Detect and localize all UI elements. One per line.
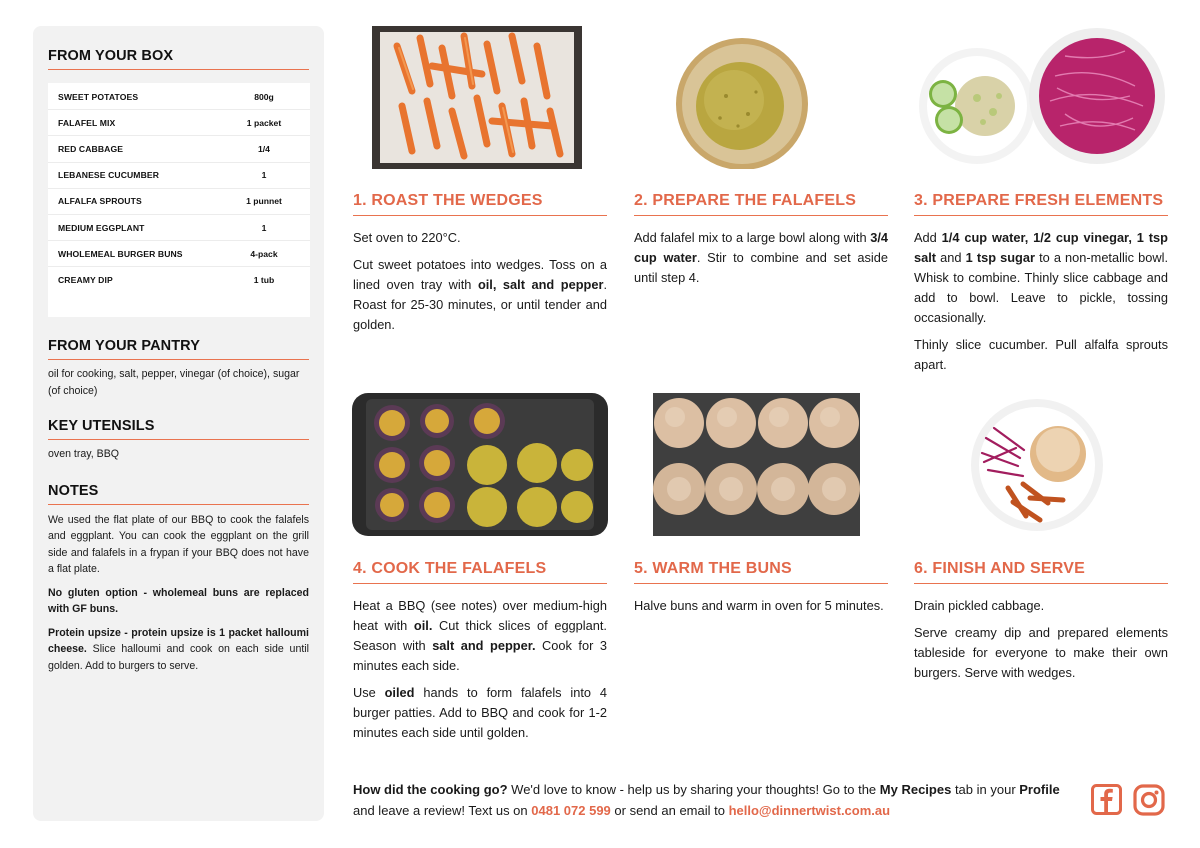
footer-text: and leave a review! Text us on <box>353 803 532 818</box>
review-footer <box>353 779 1073 821</box>
footer-text: or send an email to <box>610 803 729 818</box>
step-bold: oil, salt and pepper <box>477 277 604 292</box>
email-link[interactable]: hello@dinnertwist.com.au <box>728 803 891 818</box>
ingredient-qty: 1 tub <box>253 275 275 286</box>
no-gluten-note: No gluten option - wholemeal buns are replaced with GF buns. <box>48 586 309 615</box>
table-row <box>48 110 310 136</box>
step-6-heading: 6. FINISH AND SERVE <box>914 560 1168 584</box>
instagram-icon[interactable] <box>1133 784 1165 816</box>
step-paragraph <box>353 683 607 743</box>
table-row <box>48 136 310 162</box>
step-1-heading: 1. ROAST THE WEDGES <box>353 192 607 216</box>
step-paragraph <box>634 228 888 288</box>
step-text: Cut thick slices of eggplant. Season with <box>353 618 607 653</box>
ingredient-qty: 4-pack <box>250 248 278 259</box>
note-paragraph <box>48 625 309 675</box>
step-paragraph: Drain pickled cabbage. <box>914 598 1045 613</box>
table-row <box>48 163 310 189</box>
step-text: Heat a BBQ (see notes) over medium-high heat with <box>353 598 607 633</box>
step-5-heading: 5. WARM THE BUNS <box>634 560 888 584</box>
footer-text: We'd love to know - help us by sharing your thoughts! Go to the <box>507 782 880 797</box>
ingredient-name: FALAFEL MIX <box>58 117 116 128</box>
step-2-heading: 2. PREPARE THE FALAFELS <box>634 192 888 216</box>
ingredient-name: MEDIUM EGGPLANT <box>58 222 145 233</box>
buns-tray-illustration <box>653 393 860 536</box>
ingredient-name: SWEET POTATOES <box>58 91 139 102</box>
step-text: . Roast for 25-30 minutes, or until tender and golden. <box>353 277 607 332</box>
step-bold: oiled <box>384 685 415 700</box>
ingredient-qty: 800g <box>254 91 274 102</box>
utensils-heading: KEY UTENSILS <box>48 418 309 440</box>
step-3-heading: 3. PREPARE FRESH ELEMENTS <box>914 192 1168 216</box>
step-bold: 3/4 cup water <box>634 230 888 265</box>
fresh-elements-photo <box>915 26 1167 169</box>
protein-upsize-label: Protein upsize - protein upsize is 1 packet halloumi cheese. <box>48 626 309 655</box>
step-paragraph: Halve buns and warm in oven for 5 minutes. <box>634 598 884 613</box>
step-bold: 1/4 cup water, 1/2 cup vinegar, 1 tsp salt <box>914 230 1168 265</box>
step-6-body <box>914 596 1168 690</box>
ingredient-qty: 1 <box>261 222 267 233</box>
note-paragraph <box>48 585 309 618</box>
roast-wedges-photo <box>372 26 582 169</box>
ingredient-qty: 1 <box>261 170 267 181</box>
step-3-body <box>914 228 1168 382</box>
bbq-falafels-photo <box>352 393 608 536</box>
step-bold: salt and pepper. <box>432 638 536 653</box>
bbq-plate-illustration <box>352 393 608 536</box>
footer-text: tab in your <box>951 782 1020 797</box>
ingredient-name: RED CABBAGE <box>58 143 124 154</box>
phone-link[interactable]: 0481 072 599 <box>531 803 611 818</box>
step-text: Use <box>353 685 385 700</box>
ingredients-sidebar <box>33 26 324 821</box>
table-row <box>48 215 310 241</box>
box-items-table <box>48 83 310 317</box>
ingredient-qty: 1 punnet <box>246 196 282 207</box>
profile-link[interactable]: Profile <box>1019 782 1060 797</box>
step-text: Cook for 3 minutes each side. <box>353 638 607 673</box>
ingredient-name: ALFALFA SPROUTS <box>58 196 142 207</box>
step-paragraph: Thinly slice cucumber. Pull alfalfa sprouts apart. <box>914 337 1168 372</box>
facebook-icon[interactable] <box>1091 784 1122 815</box>
note-paragraph: We used the flat plate of our BBQ to cook the falafels and eggplant. You can cook the eggplant on the grill side and falafels in a frypan if your BBQ does not have a flat plate. <box>48 513 309 575</box>
step-4-heading: 4. COOK THE FALAFELS <box>353 560 607 584</box>
ingredient-qty: 1 packet <box>246 117 282 128</box>
utensils-text: oven tray, BBQ <box>48 448 120 460</box>
step-text: to a non-metallic bowl. Whisk to combine. Thinly slice cabbage and add to bowl. Leave to pickle, tossing occasionally. <box>914 250 1168 325</box>
pantry-text: oil for cooking, salt, pepper, vinegar (of choice), sugar (of choice) <box>48 368 300 397</box>
ingredient-name: WHOLEMEAL BURGER BUNS <box>58 248 183 259</box>
my-recipes-link[interactable]: My Recipes <box>879 782 952 797</box>
step-text: hands to form falafels into 4 burger patties. Add to BBQ and cook for 1-2 minutes each side until golden. <box>353 685 607 740</box>
step-paragraph: Set oven to 220°C. <box>353 230 461 245</box>
protein-upsize-text: Slice halloumi and cook on each side until golden. Add to burgers to serve. <box>48 643 309 672</box>
warm-buns-photo <box>653 393 860 536</box>
mixing-bowl-illustration <box>676 26 808 169</box>
from-your-box-heading: FROM YOUR BOX <box>48 48 309 70</box>
step-text: and <box>936 250 966 265</box>
step-paragraph <box>353 255 607 335</box>
footer-question: How did the cooking go? <box>353 782 508 797</box>
step-5-body <box>634 596 888 623</box>
ingredient-name: LEBANESE CUCUMBER <box>58 170 160 181</box>
step-text: Add <box>914 230 942 245</box>
step-text: Cut sweet potatoes into wedges. Toss on a lined oven tray with <box>353 257 607 292</box>
step-text: Add falafel mix to a large bowl along with <box>634 230 871 245</box>
ingredient-name: CREAMY DIP <box>58 275 113 286</box>
table-row <box>48 241 310 267</box>
table-row <box>48 84 310 110</box>
step-bold: oil. <box>413 618 433 633</box>
ingredient-qty: 1/4 <box>258 143 270 154</box>
table-row <box>48 267 310 293</box>
step-1-body <box>353 228 607 342</box>
step-4-body <box>353 596 607 750</box>
step-2-body <box>634 228 888 295</box>
falafel-bowl-photo <box>676 26 808 169</box>
step-text: . Stir to combine and set aside until step 4. <box>634 250 888 285</box>
notes-heading: NOTES <box>48 483 309 505</box>
pantry-heading: FROM YOUR PANTRY <box>48 338 309 360</box>
table-row <box>48 189 310 215</box>
step-bold: 1 tsp sugar <box>965 250 1035 265</box>
step-paragraph <box>914 228 1168 328</box>
plates-illustration <box>915 26 1167 169</box>
burger-plate-illustration <box>968 398 1106 533</box>
notes-body <box>48 512 309 675</box>
oven-tray-illustration <box>372 26 582 169</box>
step-paragraph <box>353 596 607 676</box>
finish-serve-photo <box>968 398 1106 533</box>
step-paragraph: Serve creamy dip and prepared elements tableside for everyone to make their own burgers. Serve with wedges. <box>914 625 1168 680</box>
